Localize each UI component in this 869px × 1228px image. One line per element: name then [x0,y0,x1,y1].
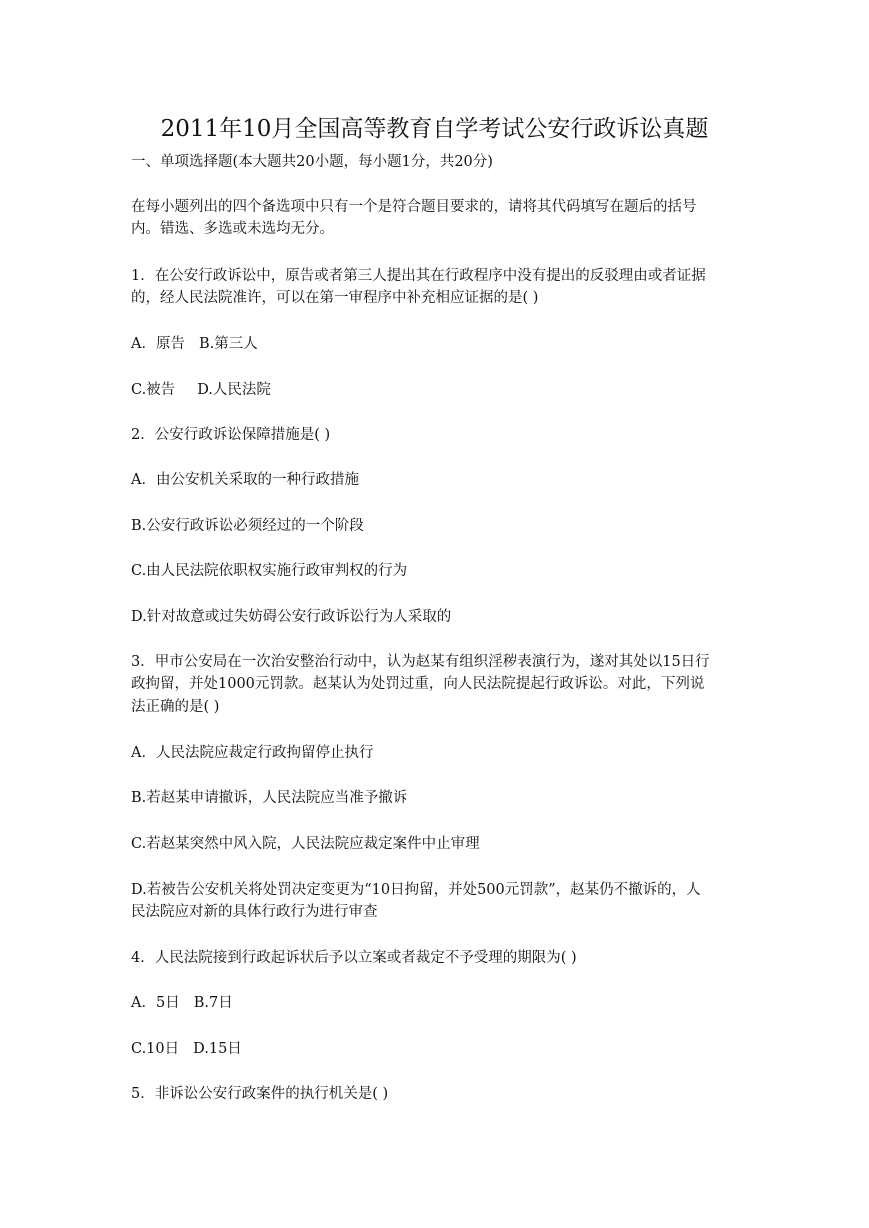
question-4-option-c: C.10日 [131,1041,180,1057]
question-2-option-d: D.针对故意或过失妨碍公安行政诉讼行为人采取的 [131,609,452,625]
question-2-option-b: B.公安行政诉讼必须经过的一个阶段 [131,518,364,534]
question-3-stem-line-1: 3．甲市公安局在一次治安整治行动中，认为赵某有组织淫秽表演行为，遂对其处以15日行 [131,654,710,670]
question-4-options-row-1 [131,992,751,1014]
question-1-option-c: C.被告 [131,382,176,398]
question-4-option-d: D.15日 [193,1041,242,1057]
question-4-options-row-2 [131,1038,751,1060]
question-1-option-a: A．原告 [131,336,185,352]
question-3-option-d-line-2: 民法院应对新的具体行政行为进行审查 [131,904,378,920]
question-3-option-a: A．人民法院应裁定行政拘留停止执行 [131,745,374,761]
question-1-option-b: B.第三人 [198,336,258,352]
question-1-options-row-2 [131,379,751,401]
question-1-stem-line-2: 的，经人民法院准许，可以在第一审程序中补充相应证据的是( ) [131,290,539,306]
question-3-option-b: B.若赵某申请撤诉，人民法院应当准予撤诉 [131,790,408,806]
question-4-option-a: A．5日 [131,995,180,1011]
question-3-stem-line-3: 法正确的是( ) [131,699,220,715]
instructions-line-2: 内。错选、多选或未选均无分。 [131,221,334,237]
question-2-stem: 2．公安行政诉讼保障措施是( ) [131,427,331,443]
question-3-option-d-line-1: D.若被告公安机关将处罚决定变更为“10日拘留，并处500元罚款”，赵某仍不撤诉的，人 [131,882,701,898]
question-2-option-c: C.由人民法院依职权实施行政审判权的行为 [131,563,408,579]
question-1-option-d: D.人民法院 [197,382,271,398]
question-3-stem-line-2: 政拘留，并处1000元罚款。赵某认为处罚过重，向人民法院提起行政诉讼。对此，下列说 [131,676,705,692]
question-1-options-row-1 [131,333,751,355]
question-1-stem-line-1: 1．在公安行政诉讼中，原告或者第三人提出其在行政程序中没有提出的反驳理由或者证据 [131,268,706,284]
question-4-option-b: B.7日 [193,995,233,1011]
question-4-stem: 4．人民法院接到行政起诉状后予以立案或者裁定不予受理的期限为( ) [131,950,577,966]
question-2-option-a: A．由公安机关采取的一种行政措施 [131,472,359,488]
instructions-line-1: 在每小题列出的四个备选项中只有一个是符合题目要求的，请将其代码填写在题后的括号 [131,199,697,215]
question-5-stem: 5．非诉讼公安行政案件的执行机关是( ) [131,1086,389,1102]
document-title: 2011年10月全国高等教育自学考试公安行政诉讼真题 [160,116,709,142]
question-3-option-c: C.若赵某突然中风入院，人民法院应裁定案件中止审理 [131,836,480,852]
section-heading: 一、单项选择题(本大题共20小题，每小题1分，共20分) [131,154,493,170]
